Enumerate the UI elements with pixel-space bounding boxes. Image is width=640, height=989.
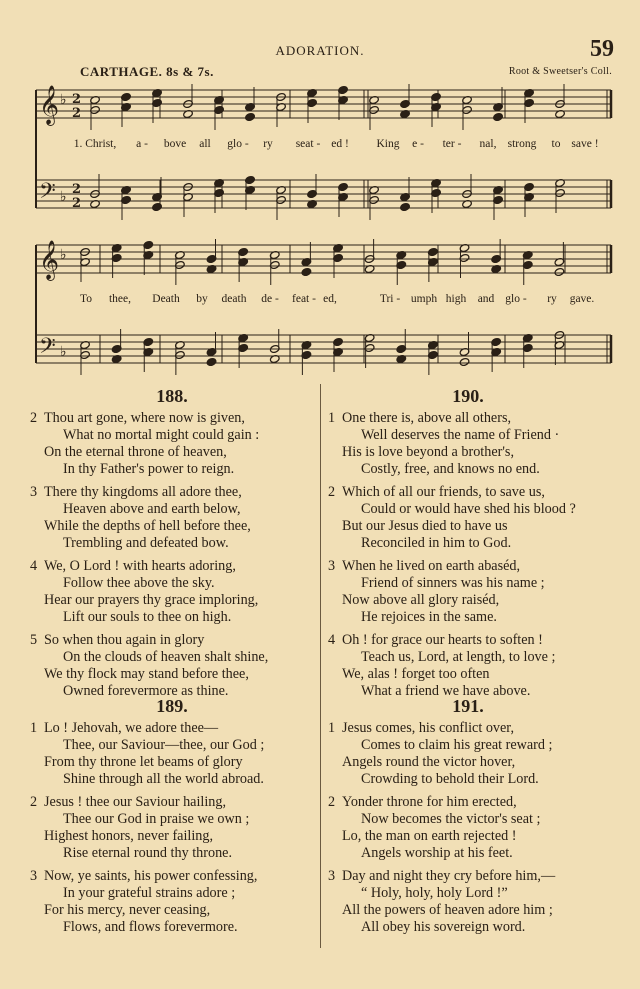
verse-line: In thy Father's power to reign. [63, 461, 235, 477]
flat-icon: ♭ [60, 247, 67, 263]
verse-line-text: Yonder throne for him erected, [342, 794, 517, 810]
verse-line: Well deserves the name of Friend · [361, 427, 560, 443]
hymn-number-191: 191. [452, 696, 484, 716]
lyric-syllable: death [221, 293, 247, 305]
hymn-190-text [328, 410, 576, 706]
verse [328, 558, 576, 626]
lyric-syllable: de - [261, 293, 279, 305]
verse-line: Flows, and flows forevermore. [63, 919, 238, 935]
verse-number: 4 [30, 558, 38, 574]
hymn-number-188: 188. [156, 386, 188, 406]
verse-line: For his mercy, never ceasing, [44, 902, 211, 918]
verse [328, 720, 555, 788]
verse-line [328, 868, 555, 885]
verse-line: He rejoices in the same. [361, 609, 497, 625]
note-head [554, 267, 565, 276]
verse-line [328, 720, 555, 737]
hymn-188-text [30, 410, 268, 706]
verse-number: 2 [328, 794, 336, 810]
verse-line: What no mortal might could gain : [63, 427, 260, 443]
verse-line: Lift our souls to thee on high. [63, 609, 232, 625]
verse-line: Angels worship at his feet. [361, 845, 513, 861]
verse-line: We, alas ! forget too often [342, 666, 490, 682]
verse-line: From thy throne let beams of glory [44, 754, 243, 770]
lyric-syllable: high [445, 293, 467, 305]
verse-line: His is love beyond a brother's, [342, 444, 514, 460]
verse-line-text: Oh ! for grace our hearts to soften ! [342, 632, 543, 648]
note-head [400, 202, 411, 211]
verse-line: Follow thee above the sky. [63, 575, 215, 591]
verse-line-text: Jesus ! thee our Saviour hailing, [44, 794, 227, 810]
verse-line: Lo, the man on earth rejected ! [342, 828, 517, 844]
verse-line: While the depths of hell before thee, [44, 518, 251, 534]
verse [30, 484, 268, 552]
tune-source: Root & Sweetser's Coll. [508, 66, 612, 77]
lyric-syllable: gave. [569, 293, 595, 305]
lyric-syllable: Death [152, 293, 180, 305]
column-divider [320, 384, 321, 948]
verse-line: Owned forevermore as thine. [63, 683, 229, 699]
lyric-syllable: 1. Christ, [73, 138, 117, 150]
verse-number: 2 [328, 484, 336, 500]
lyric-syllable: save ! [571, 138, 599, 150]
verse-line [328, 794, 555, 811]
verse-line: On the eternal throne of heaven, [44, 444, 227, 460]
verse-line-text: One there is, above all others, [342, 410, 512, 426]
verse-number: 3 [328, 868, 336, 884]
verse-line [30, 632, 268, 649]
lyric-syllable: bove [163, 138, 187, 150]
verse-line: In your grateful strains adore ; [63, 885, 236, 901]
lyric-syllable: To [80, 293, 92, 305]
verse-line: Comes to claim his great reward ; [361, 737, 553, 753]
verse [328, 484, 576, 552]
lyric-syllable: ter - [442, 138, 462, 150]
lyric-syllable: by [196, 293, 208, 305]
note-head [459, 357, 470, 366]
verse-line [30, 410, 268, 427]
lyrics-line-1 [0, 138, 640, 154]
verse-line: But our Jesus died to have us [342, 518, 508, 534]
bass-clef-icon: 𝄢 [39, 179, 56, 209]
time-signature-top: 2 [72, 182, 82, 197]
lyric-syllable: glo - [505, 293, 527, 305]
tune-meter: 8s & 7s. [166, 64, 214, 79]
verse-line-text: There thy kingdoms all adore thee, [44, 484, 242, 500]
verse [328, 868, 555, 936]
time-signature-bottom: 2 [72, 196, 82, 211]
verse [30, 410, 268, 478]
lyric-syllable: to [551, 138, 561, 150]
verse-line: Rise eternal round thy throne. [63, 845, 233, 861]
running-header: ADORATION. [275, 43, 365, 58]
verse [328, 410, 576, 478]
verse-line: Thee, our Saviour—thee, our God ; [63, 737, 265, 753]
lyric-syllable: glo - [227, 138, 249, 150]
verse-line: Could or would have shed his blood ? [361, 501, 576, 517]
verse [30, 558, 268, 626]
verse-line [328, 558, 576, 575]
lyric-syllable: ed, [323, 293, 337, 305]
verse [30, 868, 264, 936]
verse-number: 2 [30, 410, 38, 426]
verse-line-text: Which of all our friends, to save us, [342, 484, 545, 500]
lyric-syllable: seat - [295, 138, 321, 150]
lyric-syllable: umph [410, 293, 438, 305]
verse-line: Friend of sinners was his name ; [361, 575, 545, 591]
verse-line: Thee our God in praise we own ; [63, 811, 250, 827]
verse-number: 1 [328, 410, 336, 426]
note-head [245, 112, 256, 121]
treble-clef-icon: 𝄞 [39, 240, 60, 280]
verse-line: All the powers of heaven adore him ; [342, 902, 553, 918]
lyric-syllable: e - [412, 138, 424, 150]
verse-line: Heaven above and earth below, [63, 501, 241, 517]
lyric-syllable: ed ! [331, 138, 349, 150]
verse-line-text: Thou art gone, where now is given, [44, 410, 245, 426]
hymn-189-text [30, 720, 264, 942]
verse-line [328, 410, 576, 427]
verse-line [30, 558, 268, 575]
page-number: 59 [590, 36, 614, 62]
lyric-syllable: ry [263, 138, 273, 150]
lyric-syllable: feat - [292, 293, 316, 305]
verse-line: Crowding to behold their Lord. [361, 771, 539, 787]
verse-line: Angels round the victor hover, [342, 754, 516, 770]
music-score [0, 0, 640, 380]
verse-line [30, 720, 264, 737]
note-head [493, 112, 504, 121]
lyric-syllable: and [477, 293, 495, 305]
verse-number: 3 [328, 558, 336, 574]
verse-line: Teach us, Lord, at length, to love ; [361, 649, 556, 665]
verse-line [328, 484, 576, 501]
verse-line-text: We, O Lord ! with hearts adoring, [44, 558, 236, 574]
verse-line-text: Jesus comes, his conflict over, [342, 720, 515, 736]
hymn-191-text [328, 720, 555, 942]
lyric-syllable: all [199, 138, 211, 150]
lyric-syllable: Tri - [379, 293, 401, 305]
verse [328, 794, 555, 862]
verse-line: Reconciled in him to God. [361, 535, 512, 551]
flat-icon: ♭ [60, 189, 67, 205]
verse-number: 3 [30, 868, 38, 884]
verse-line-text: When he lived on earth abaséd, [342, 558, 521, 574]
verse-line: We thy flock may stand before thee, [44, 666, 249, 682]
tune-name: CARTHAGE. [80, 64, 163, 79]
verse-line-text: So when thou again in glory [44, 632, 205, 648]
time-signature-bottom: 2 [72, 106, 82, 121]
verse-line [30, 868, 264, 885]
lyric-syllable: King [376, 138, 400, 150]
verse-line: All obey his sovereign word. [361, 919, 526, 935]
verse-line: Trembling and defeated bow. [63, 535, 229, 551]
verse-line [328, 632, 576, 649]
verse-line: Now above all glory raiséd, [342, 592, 500, 608]
verse-number: 2 [30, 794, 38, 810]
verse-line-text: Day and night they cry before him,— [342, 868, 556, 884]
lyric-syllable: a - [136, 138, 148, 150]
verse-line [30, 484, 268, 501]
note-head [301, 267, 312, 276]
verse-number: 4 [328, 632, 336, 648]
verse-line-text: Now, ye saints, his power confessing, [44, 868, 258, 884]
time-signature-top: 2 [72, 92, 82, 107]
verse-number: 1 [30, 720, 38, 736]
verse-line: “ Holy, holy, holy Lord !” [361, 885, 508, 901]
lyric-syllable: ry [547, 293, 557, 305]
verse-line: What a friend we have above. [361, 683, 531, 699]
note-head [152, 202, 163, 211]
verse [30, 632, 268, 700]
verse-line: Hear our prayers thy grace imploring, [44, 592, 259, 608]
verse-line [30, 794, 264, 811]
flat-icon: ♭ [60, 92, 67, 108]
verse [328, 632, 576, 700]
note-head [206, 357, 217, 366]
lyrics-line-2 [0, 293, 640, 309]
hymn-number-189: 189. [156, 696, 188, 716]
verse-line: On the clouds of heaven shalt shine, [63, 649, 269, 665]
lyric-syllable: nal, [479, 138, 497, 150]
verse [30, 794, 264, 862]
verse-line-text: Lo ! Jehovah, we adore thee— [44, 720, 219, 736]
verse-line: Costly, free, and knows no end. [361, 461, 540, 477]
bass-clef-icon: 𝄢 [39, 334, 56, 364]
verse-number: 1 [328, 720, 336, 736]
lyric-syllable: thee, [108, 293, 132, 305]
lyric-syllable: strong [507, 138, 537, 150]
verse [30, 720, 264, 788]
hymn-number-190: 190. [452, 386, 484, 406]
verse-line: Now becomes the victor's seat ; [361, 811, 541, 827]
verse-number: 5 [30, 632, 38, 648]
verse-line: Highest honors, never failing, [44, 828, 214, 844]
verse-number: 3 [30, 484, 38, 500]
flat-icon: ♭ [60, 344, 67, 360]
verse-line: Shine through all the world abroad. [63, 771, 264, 787]
treble-clef-icon: 𝄞 [39, 85, 60, 125]
